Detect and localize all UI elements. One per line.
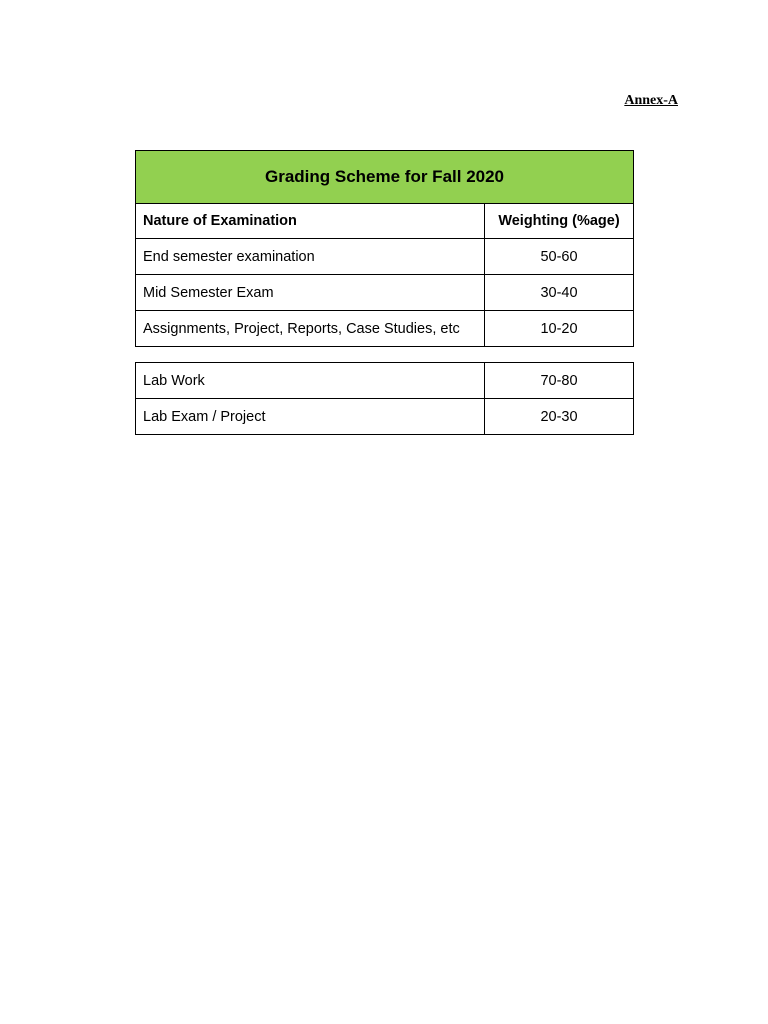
exam-name-cell: Assignments, Project, Reports, Case Studies, etc <box>136 311 485 347</box>
weighting-cell: 20-30 <box>485 399 634 435</box>
table-row <box>136 399 634 435</box>
weighting-cell: 10-20 <box>485 311 634 347</box>
table-row <box>136 311 634 347</box>
weighting-cell: 50-60 <box>485 239 634 275</box>
table-row <box>136 239 634 275</box>
table-title-row <box>136 151 634 204</box>
lab-grading-table <box>135 362 634 435</box>
exam-name-cell: Lab Exam / Project <box>136 399 485 435</box>
exam-name-cell: Mid Semester Exam <box>136 275 485 311</box>
grading-scheme-table <box>135 150 634 347</box>
weighting-cell: 30-40 <box>485 275 634 311</box>
exam-name-cell: End semester examination <box>136 239 485 275</box>
annex-label: Annex-A <box>624 93 678 108</box>
weighting-cell: 70-80 <box>485 363 634 399</box>
table-row <box>136 363 634 399</box>
table-title: Grading Scheme for Fall 2020 <box>136 151 634 204</box>
exam-name-cell: Lab Work <box>136 363 485 399</box>
header-nature-of-examination: Nature of Examination <box>136 204 485 239</box>
header-weighting: Weighting (%age) <box>485 204 634 239</box>
table-header-row <box>136 204 634 239</box>
table-row <box>136 275 634 311</box>
